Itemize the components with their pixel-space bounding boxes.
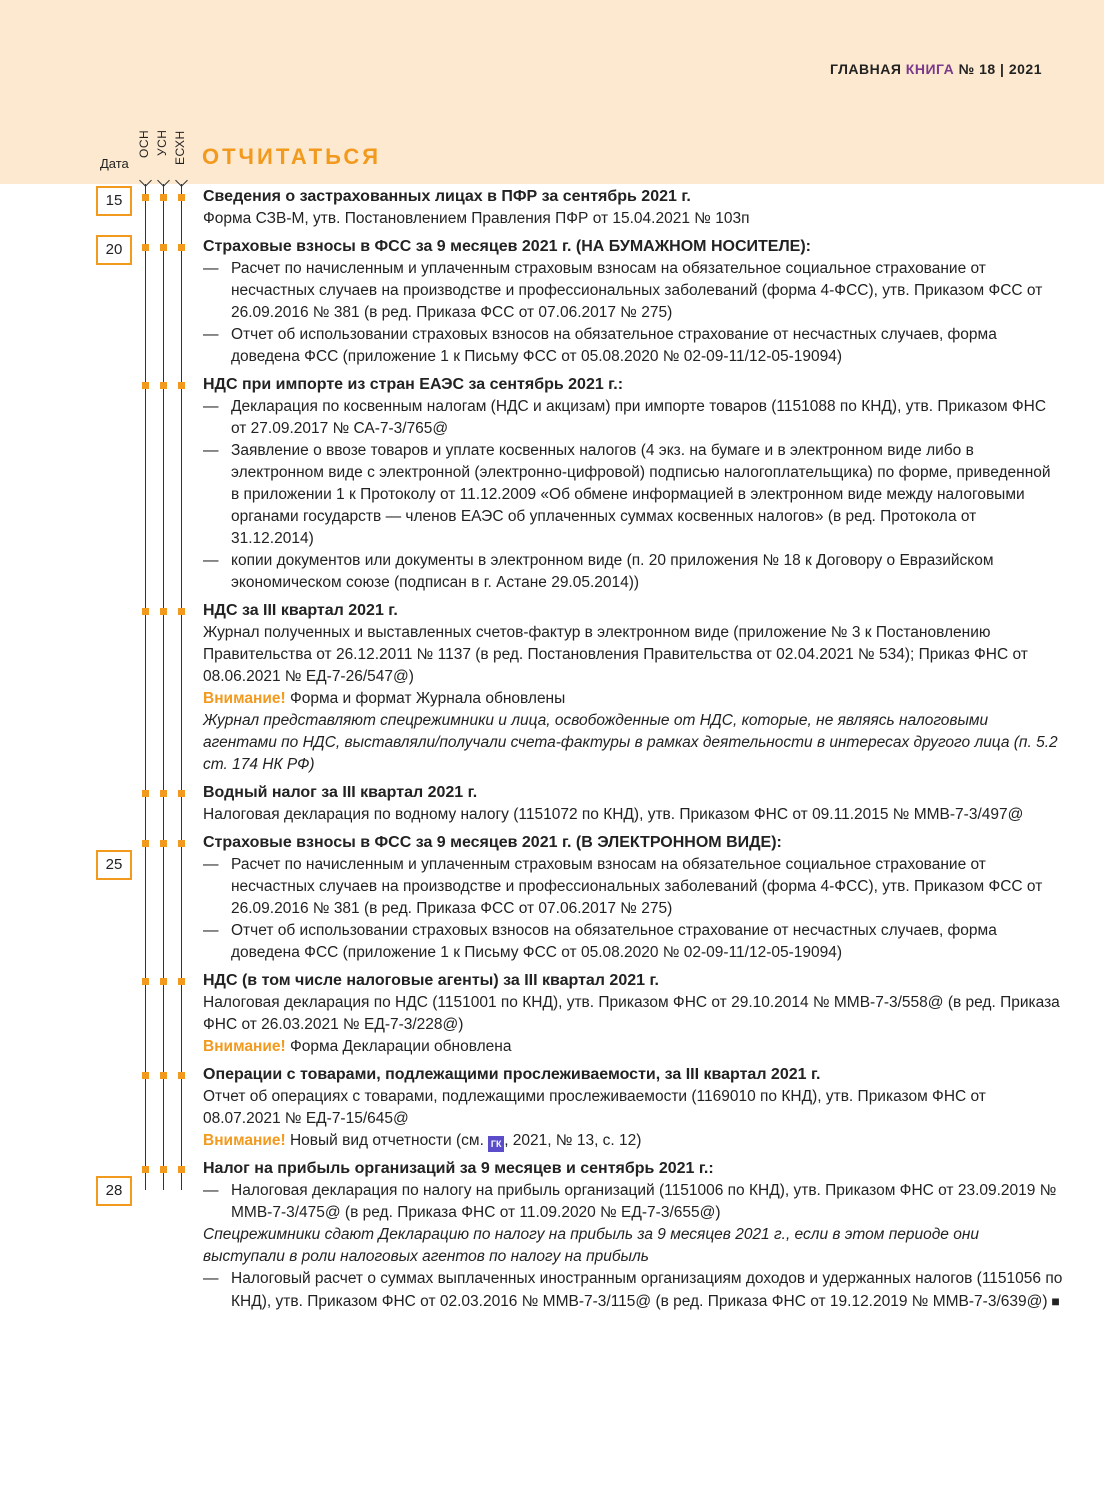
warning-line: Внимание! Форма и формат Журнала обновлены	[203, 690, 566, 707]
regime-marker	[160, 978, 167, 985]
regime-marker	[160, 790, 167, 797]
regime-marker	[160, 194, 167, 201]
list-item: — Декларация по косвенным налогам (НДС и акцизам) при импорте товаров (1151088 по КНД), утв. Приказом ФНС от 27.09.2017 № СА-7-3/765@	[203, 398, 1047, 437]
entry-title: Сведения о застрахованных лицах в ПФР за сентябрь 2021 г.	[203, 188, 691, 205]
warning-line: Внимание! Новый вид отчетности (см. ГК , 2021, № 13, с. 12)	[203, 1130, 1063, 1152]
regime-marker	[142, 382, 149, 389]
entry-vat-journal	[203, 600, 1063, 776]
regime-marker	[178, 1072, 185, 1079]
regime-marker	[160, 1072, 167, 1079]
regime-marker	[160, 382, 167, 389]
magazine-logo-icon[interactable]: ГК	[488, 1136, 504, 1152]
regime-marker	[178, 608, 185, 615]
list-item: — Отчет об использовании страховых взносов на обязательное страхование от несчастных случаев, форма доведена ФСС (приложение 1 к Письму ФСС от 05.08.2020 № 02-09-11/12-05-19094)	[203, 326, 997, 365]
entry-title: Страховые взносы в ФСС за 9 месяцев 2021 г. (В ЭЛЕКТРОННОМ ВИДЕ):	[203, 834, 782, 851]
italic-note: Спецрежимники сдают Декларацию по налогу на прибыль за 9 месяцев 2021 г., если в этом периоде они выступали в роли налоговых агентов по налогу на прибыль	[203, 1226, 979, 1265]
masthead	[830, 61, 1042, 77]
list-item: — Налоговая декларация по налогу на прибыль организаций (1151006 по КНД), утв. Приказом ФНС от 23.09.2019 № ММВ-7-3/475@ (в ред. Приказа ФНС от 11.09.2020 № ЕД-7-3/655@)	[203, 1182, 1057, 1221]
regime-marker	[178, 790, 185, 797]
list-item: — Налоговый расчет о суммах выплаченных иностранным организациям доходов и удержанных налогов (1151056 по КНД), утв. Приказом ФНС от 02.03.2016 № ММВ-7-3/115@ (в ред. Приказа ФНС от 19.12.2019 № ММВ-7-3/639@) ■	[203, 1270, 1063, 1310]
regime-marker	[142, 194, 149, 201]
date-box-15: 15	[96, 186, 132, 216]
column-line-usn	[163, 184, 164, 1190]
regime-marker	[178, 978, 185, 985]
list-item: — Расчет по начисленным и уплаченным страховым взносам на обязательное социальное страхование от несчастных случаев на производстве и профессиональных заболеваний (форма 4-ФСС), утв. Приказом ФСС от 26.09.2016 № 381 (в ред. Приказа ФСС от 07.06.2017 № 275)	[203, 260, 1043, 321]
entry-title: НДС за III квартал 2021 г.	[203, 602, 398, 619]
warning-line: Внимание! Форма Декларации обновлена	[203, 1038, 512, 1055]
list-item: — Расчет по начисленным и уплаченным страховым взносам на обязательное социальное страхование от несчастных случаев на производстве и профессиональных заболеваний (форма 4-ФСС), утв. Приказом ФСС от 26.09.2016 № 381 (в ред. Приказа ФСС от 07.06.2017 № 275)	[203, 856, 1043, 917]
end-mark: ■	[1047, 1293, 1060, 1309]
column-line-osn	[145, 184, 146, 1190]
entry-title: Водный налог за III квартал 2021 г.	[203, 784, 478, 801]
entry-profit-tax	[203, 1158, 1063, 1313]
column-label-eshn: ЕСХН	[173, 130, 187, 165]
regime-marker	[178, 382, 185, 389]
warning-label: Внимание!	[203, 1132, 286, 1149]
entry-title: НДС (в том числе налоговые агенты) за III квартал 2021 г.	[203, 972, 659, 989]
entry-title: НДС при импорте из стран ЕАЭС за сентябрь 2021 г.:	[203, 376, 624, 393]
issue-number: № 18 | 2021	[954, 61, 1042, 77]
date-box-20: 20	[96, 235, 132, 265]
regime-marker	[142, 608, 149, 615]
entry-vat-import	[203, 374, 1063, 594]
list-item: — Отчет об использовании страховых взносов на обязательное страхование от несчастных случаев, форма доведена ФСС (приложение 1 к Письму ФСС от 05.08.2020 № 02-09-11/12-05-19094)	[203, 922, 997, 961]
date-box-28: 28	[96, 1176, 132, 1206]
entry-title: Страховые взносы в ФСС за 9 месяцев 2021 г. (НА БУМАЖНОМ НОСИТЕЛЕ):	[203, 238, 811, 255]
entry-text: Форма СЗВ-М, утв. Постановлением Правления ПФР от 15.04.2021 № 103п	[203, 210, 750, 227]
regime-marker	[178, 194, 185, 201]
regime-marker	[178, 840, 185, 847]
entry-text: Налоговая декларация по НДС (1151001 по КНД), утв. Приказом ФНС от 29.10.2014 № ММВ-7-3/558@ (в ред. Приказа ФНС от 26.03.2021 № ЕД-7-3/228@)	[203, 994, 1060, 1033]
brand-main: ГЛАВНАЯ	[829, 61, 906, 77]
regime-marker	[142, 1072, 149, 1079]
section-title: ОТЧИТАТЬСЯ	[202, 144, 382, 169]
entry-szv-m	[203, 186, 1063, 230]
regime-marker	[142, 840, 149, 847]
entry-text: Отчет об операциях с товарами, подлежащими прослеживаемости (1169010 по КНД), утв. Приказом ФНС от 08.07.2021 № ЕД-7-15/645@	[203, 1088, 986, 1127]
entry-text: Журнал полученных и выставленных счетов-фактур в электронном виде (приложение № 3 к Постановлению Правительства от 26.12.2011 № 1137 (в ред. Постановления Правительства от 02.04.2021 № 534); Приказ ФНС от 08.06.2021 № ЕД-7-26/547@)	[203, 624, 1028, 685]
regime-marker	[142, 978, 149, 985]
regime-marker	[142, 244, 149, 251]
column-label-date: Дата	[100, 156, 129, 171]
entry-title: Операции с товарами, подлежащими прослеживаемости, за III квартал 2021 г.	[203, 1066, 821, 1083]
italic-note: Журнал представляют спецрежимники и лица, освобожденные от НДС, которые, не являясь налоговыми агентами по НДС, выставляли/получали счета-фактуры в рамках деятельности в интересах другого лица (п. 5.2 ст. 174 НК РФ)	[203, 712, 1058, 773]
entry-vat-declaration	[203, 970, 1063, 1058]
regime-marker	[142, 790, 149, 797]
column-label-osn: ОСН	[137, 130, 151, 159]
column-label-usn: УСН	[155, 130, 169, 157]
entry-water-tax	[203, 782, 1063, 826]
entry-traceability	[203, 1064, 1063, 1152]
list-item: — копии документов или документы в электронном виде (п. 20 приложения № 18 к Договору о Евразийском экономическом союзе (подписан в г. Астане 29.05.2014))	[203, 552, 994, 591]
entry-fss-electronic	[203, 832, 1063, 964]
regime-marker	[178, 1166, 185, 1173]
warning-label: Внимание!	[203, 1038, 286, 1055]
brand-accent: КНИГА	[905, 61, 955, 77]
regime-marker	[160, 1166, 167, 1173]
regime-marker	[178, 244, 185, 251]
regime-marker	[160, 840, 167, 847]
column-line-eshn	[181, 184, 182, 1190]
regime-marker	[160, 608, 167, 615]
entry-fss-paper	[203, 236, 1063, 368]
entry-text: Налоговая декларация по водному налогу (1151072 по КНД), утв. Приказом ФНС от 09.11.2015 № ММВ-7-3/497@	[203, 806, 1024, 823]
list-item: — Заявление о ввозе товаров и уплате косвенных налогов (4 экз. на бумаге и в электронном виде либо в электронном виде с электронной (электронно-цифровой) подписью налогоплательщика) по форме, приведенной в приложении 1 к Протоколу от 11.12.2009 «Об обмене информацией в электронном виде между налоговыми органами государств — членов ЕАЭС об уплаченных суммах косвенных налогов» (в ред. Протокола от 31.12.2014)	[203, 442, 1051, 547]
regime-marker	[142, 1166, 149, 1173]
regime-marker	[160, 244, 167, 251]
date-box-25: 25	[96, 850, 132, 880]
entry-title: Налог на прибыль организаций за 9 месяцев и сентябрь 2021 г.:	[203, 1160, 714, 1177]
warning-label: Внимание!	[203, 690, 286, 707]
report-list	[203, 186, 1063, 1313]
